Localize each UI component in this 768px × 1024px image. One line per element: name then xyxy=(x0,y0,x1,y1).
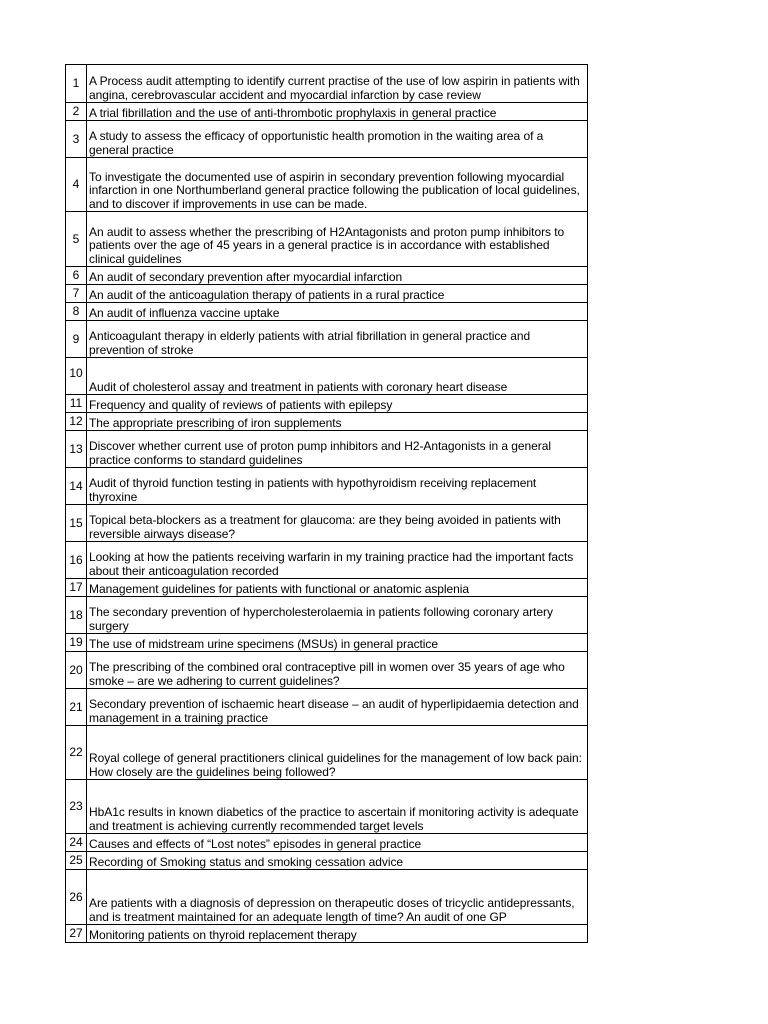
row-number: 1 xyxy=(66,65,87,103)
table-row xyxy=(66,65,588,103)
row-number: 6 xyxy=(66,267,87,285)
table-row xyxy=(66,689,588,726)
table-row xyxy=(66,852,588,870)
row-number: 13 xyxy=(66,431,87,468)
audit-title: Recording of Smoking status and smoking cessation advice xyxy=(87,852,588,870)
audit-title: Management guidelines for patients with functional or anatomic asplenia xyxy=(87,579,588,597)
audit-title: Looking at how the patients receiving warfarin in my training practice had the important facts about their anticoagulation recorded xyxy=(87,542,588,579)
table-row xyxy=(66,358,588,395)
audit-title: An audit of secondary prevention after myocardial infarction xyxy=(87,267,588,285)
table-row xyxy=(66,303,588,321)
row-number: 5 xyxy=(66,212,87,267)
audit-topics-sheet xyxy=(65,64,587,943)
audit-title: A trial fibrillation and the use of anti-thrombotic prophylaxis in general practice xyxy=(87,103,588,121)
row-number: 14 xyxy=(66,468,87,505)
row-number: 4 xyxy=(66,158,87,212)
audit-title: HbA1c results in known diabetics of the practice to ascertain if monitoring activity is adequate and treatment is achieving currently recommended target levels xyxy=(87,780,588,834)
table-row xyxy=(66,726,588,780)
audit-title: Are patients with a diagnosis of depression on therapeutic doses of tricyclic antidepressants, and is treatment maintained for an adequate length of time? An audit of one GP xyxy=(87,870,588,925)
table-row xyxy=(66,395,588,413)
audit-title: The appropriate prescribing of iron supplements xyxy=(87,413,588,431)
table-row xyxy=(66,780,588,834)
row-number: 19 xyxy=(66,634,87,652)
table-row xyxy=(66,285,588,303)
audit-title: Frequency and quality of reviews of patients with epilepsy xyxy=(87,395,588,413)
row-number: 15 xyxy=(66,505,87,542)
row-number: 12 xyxy=(66,413,87,431)
audit-title: Audit of thyroid function testing in patients with hypothyroidism receiving replacement thyroxine xyxy=(87,468,588,505)
table-row xyxy=(66,212,588,267)
table-row xyxy=(66,634,588,652)
audit-title: Royal college of general practitioners clinical guidelines for the management of low back pain: How closely are the guidelines being followed? xyxy=(87,726,588,780)
table-row xyxy=(66,413,588,431)
audit-title: Topical beta-blockers as a treatment for glaucoma: are they being avoided in patients with reversible airways disease? xyxy=(87,505,588,542)
table-row xyxy=(66,925,588,943)
row-number: 7 xyxy=(66,285,87,303)
row-number: 23 xyxy=(66,780,87,834)
table-row xyxy=(66,652,588,689)
table-row xyxy=(66,834,588,852)
audit-title: Secondary prevention of ischaemic heart disease – an audit of hyperlipidaemia detection and management in a training practice xyxy=(87,689,588,726)
audit-title: Discover whether current use of proton pump inhibitors and H2-Antagonists in a general practice conforms to standard guidelines xyxy=(87,431,588,468)
table-row xyxy=(66,505,588,542)
row-number: 11 xyxy=(66,395,87,413)
audit-title: The prescribing of the combined oral contraceptive pill in women over 35 years of age who smoke – are we adhering to current guidelines? xyxy=(87,652,588,689)
table-row xyxy=(66,468,588,505)
row-number: 26 xyxy=(66,870,87,925)
audit-title: Audit of cholesterol assay and treatment in patients with coronary heart disease xyxy=(87,358,588,395)
table-row xyxy=(66,267,588,285)
row-number: 9 xyxy=(66,321,87,358)
row-number: 20 xyxy=(66,652,87,689)
audit-title: Monitoring patients on thyroid replacement therapy xyxy=(87,925,588,943)
audit-title: The use of midstream urine specimens (MSUs) in general practice xyxy=(87,634,588,652)
row-number: 2 xyxy=(66,103,87,121)
row-number: 18 xyxy=(66,597,87,634)
row-number: 21 xyxy=(66,689,87,726)
table-row xyxy=(66,121,588,158)
row-number: 22 xyxy=(66,726,87,780)
audit-title: The secondary prevention of hypercholesterolaemia in patients following coronary artery surgery xyxy=(87,597,588,634)
row-number: 16 xyxy=(66,542,87,579)
table-row xyxy=(66,597,588,634)
audit-title: Anticoagulant therapy in elderly patients with atrial fibrillation in general practice and prevention of stroke xyxy=(87,321,588,358)
row-number: 27 xyxy=(66,925,87,943)
row-number: 8 xyxy=(66,303,87,321)
table-row xyxy=(66,103,588,121)
row-number: 17 xyxy=(66,579,87,597)
row-number: 3 xyxy=(66,121,87,158)
table-row xyxy=(66,579,588,597)
row-number: 10 xyxy=(66,358,87,395)
audit-title: Causes and effects of “Lost notes” episodes in general practice xyxy=(87,834,588,852)
row-number: 24 xyxy=(66,834,87,852)
table-row xyxy=(66,870,588,925)
audit-title: An audit of the anticoagulation therapy of patients in a rural practice xyxy=(87,285,588,303)
row-number: 25 xyxy=(66,852,87,870)
audit-title: An audit to assess whether the prescribing of H2Antagonists and proton pump inhibitors to patients over the age of 45 years in a general practice is in accordance with established clinical guidelines xyxy=(87,212,588,267)
audit-title: An audit of influenza vaccine uptake xyxy=(87,303,588,321)
audit-title: To investigate the documented use of aspirin in secondary prevention following myocardial infarction in one Northumberland general practice following the publication of local guidelines, and to discover if improvements in use can be made. xyxy=(87,158,588,212)
table-row xyxy=(66,542,588,579)
table-row xyxy=(66,431,588,468)
audit-title: A Process audit attempting to identify current practise of the use of low aspirin in patients with angina, cerebrovascular accident and myocardial infarction by case review xyxy=(87,65,588,103)
audit-topics-table xyxy=(65,64,588,943)
audit-title: A study to assess the efficacy of opportunistic health promotion in the waiting area of a general practice xyxy=(87,121,588,158)
table-row xyxy=(66,158,588,212)
table-row xyxy=(66,321,588,358)
